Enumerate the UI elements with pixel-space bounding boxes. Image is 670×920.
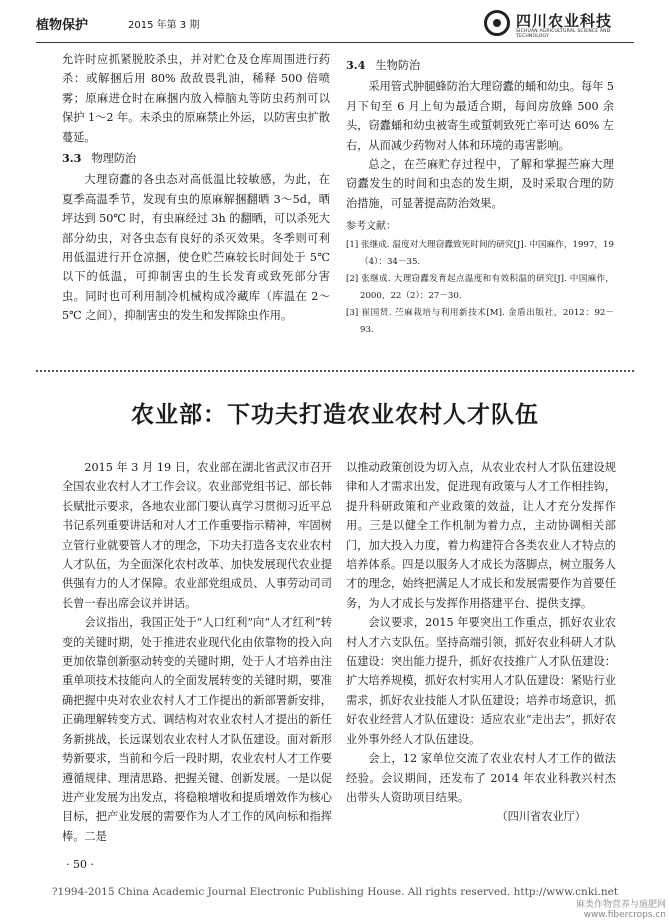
paragraph: 会议指出，我国正处于“人口红利”向“人才红利”转变的关键时期，处于推进农业现代化由依靠物的投入向更加依靠创新驱动转变的关键时期，处于人才培养由注重单项技术技能向人的全面发展转变的关键时期，要准确把握中央对农业农村人才工作提出的新部署新安排，正确理解转变方式、调结构对农业农村人才提出的新任务新挑战，长远谋划农业农村人才队伍建设。面对新形势新要求，当前和今后一段时期，农业农村人才工作要遵循规律、理清思路、把握关键、创新发展。一是以促进产业发展为出发点，将稳粮增收和提质增效作为核心目标，把产业发展的需要作为人才工作的风向标和指挥棒。二是 <box>62 616 332 843</box>
paragraph: 允许时应抓紧脱胶杀虫，并对贮仓及仓库周围进行药杀：或解捆后用 80% 敌敌畏乳油，稀释 500 倍喷雾；原麻进仓时在麻捆内放入樟脑丸等防虫药剂可以保护 1～2 年。未杀虫的原麻禁止外运，以防害虫扩散蔓延。 <box>62 53 330 144</box>
paragraph: 大理窃蠹的各虫态对高低温比较敏感，为此，在夏季高温季节，发现有虫的原麻解捆翻晒 3～5d，晒坪达到 50℃ 时，有虫麻经过 3h 的翻晒，可以杀死大部分幼虫，对各虫态有良好的杀灭效果。冬季则可利用低温进行开仓凉捆，使仓贮苎麻较长时间处于 5℃ 以下的低温，可抑制害虫的生长发育或致死部分害虫。同时也可利用制冷机械构成冷藏库（库温在 2～5℃ 之间），抑制害虫的发生和发挥除虫作用。 <box>62 173 330 323</box>
dotted-separator <box>36 370 634 372</box>
section-number: 3.4 <box>346 58 366 72</box>
paragraph: 总之，在苎麻贮存过程中，了解和掌握苎麻大理窃蠹发生的时间和虫态的发生期，及时采取合理的防治措施，可显著提高防治效果。 <box>346 158 614 210</box>
top-right-column <box>346 54 614 339</box>
header-rule <box>36 42 634 43</box>
paragraph: 会上，12 家单位交流了农业农村人才工作的做法经验。会议期间，还发布了 2014 年农业科教兴村杰出带头人资助项目结果。 <box>346 752 616 804</box>
section-title: 物理防治 <box>91 152 137 166</box>
copyright-footer: ?1994-2015 China Academic Journal Electronic Publishing House. All rights reserved. http://www.cnki.net <box>51 886 619 898</box>
article-right-column <box>346 458 616 827</box>
page-number: · 50 · <box>66 858 94 871</box>
section-heading <box>62 149 330 168</box>
logo-subtext: SICHUAN AGRICULTURAL SCIENCE AND TECHNOLOGY <box>516 29 611 39</box>
top-left-column <box>62 50 330 326</box>
reference-item: [3] 崔国贤. 苎麻栽培与利用新技术[M]. 金盾出版社，2012：92－93. <box>346 307 614 335</box>
paragraph: 会议要求，2015 年要突出工作重点，抓好农业农村人才六支队伍。坚持高端引领，抓好农业科研人才队伍建设：突出能力提升，抓好农技推广人才队伍建设：扩大培养规模，抓好农村实用人才队伍建设：紧贴行业需求，抓好农业技能人才队伍建设；培养市场意识，抓好农业经营人才队伍建设：适应农业“走出去”，抓好农业外事外经人才队伍建设。 <box>346 616 616 746</box>
journal-logo <box>484 8 634 40</box>
issue-label: 2015 年第 3 期 <box>128 20 200 31</box>
watermark <box>576 900 666 920</box>
article-left-column <box>62 458 332 846</box>
paragraph: 2015 年 3 月 19 日，农业部在湖北省武汉市召开全国农业农村人才工作会议。农业部党组书记、部长韩长赋批示要求，各地农业部门要认真学习贯彻习近平总书记系列重要讲话和对人才工作重要指示精神，牢固树立管行业就要管人才的理念，下功夫打造各支农业农村人才队伍，为全面深化农村改革、加快发展现代农业提供强有力的人才保障。农业部党组成员、人事劳动司司长曾一春出席会议并讲话。 <box>62 461 332 610</box>
watermark-line: www.fibercrops.cn <box>583 910 666 920</box>
journal-section-title: 植物保护 <box>36 18 89 33</box>
section-number: 3.3 <box>62 151 82 166</box>
logo-text: 四川农业科技 <box>516 12 613 30</box>
section-heading <box>346 56 614 75</box>
watermark-line: 麻类作物营养与施肥网 <box>575 900 666 910</box>
logo-emblem-icon <box>484 10 510 36</box>
reference-item: [1] 张继成. 温度对大理窃蠹致死时间的研究[J]. 中国麻作，1997，19（4）：34－35. <box>346 239 614 267</box>
paragraph: 以推动政策创设为切入点，从农业农村人才队伍建设规律和人才需求出发，促进现有政策与人才工作相挂钩，提升科研政策和产业政策的效益，让人才充分发挥作用。三是以健全工作机制为着力点，主动协调相关部门，加大投入力度，着力构建符合各类农业人才特点的培养体系。四是以服务人才成长为落脚点，树立服务人才的理念，始终把满足人才成长和发展需要作为首要任务，为人才成长与发挥作用搭建平台、提供支撑。 <box>346 461 616 610</box>
reference-item: [2] 张继成. 大理窃蠹发育起点温度和有效积温的研究[J]. 中国麻作，2000，22（2）：27－30. <box>346 273 614 301</box>
article-title: 农业部：下功夫打造农业农村人才队伍 <box>131 402 539 428</box>
section-title: 生物防治 <box>375 59 421 72</box>
author-signature: （四川省农业厅） <box>496 810 586 824</box>
references-heading: 参考文献： <box>346 221 396 233</box>
paragraph: 采用管式肿腿蜂防治大理窃蠹的蛹和幼虫。每年 5 月下旬至 6 月上旬为最适合期，每间房放蜂 500 余头，窃蠹蛹和幼虫被寄生或蜇刺致死亡率可达 60% 左右，从而减少药物对人体和环境的毒害影响。 <box>346 80 615 152</box>
